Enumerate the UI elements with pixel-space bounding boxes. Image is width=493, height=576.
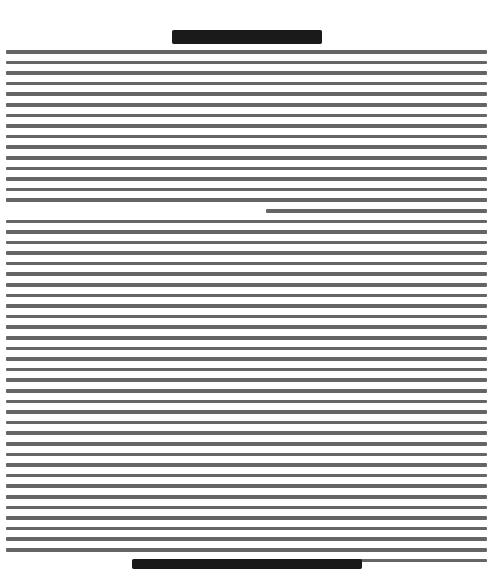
- text-line: [6, 389, 487, 393]
- signature-mark: [132, 559, 362, 569]
- text-line: [6, 272, 487, 276]
- text-line: [6, 431, 487, 435]
- notice-body: [6, 50, 487, 562]
- text-line: [266, 209, 487, 213]
- text-line: [6, 495, 487, 499]
- text-line: [6, 198, 487, 202]
- text-line: [6, 304, 487, 308]
- text-line: [6, 82, 487, 86]
- text-line: [6, 336, 487, 340]
- text-line: [6, 92, 487, 96]
- text-line: [6, 103, 487, 107]
- notice-title-mark: [172, 30, 322, 44]
- text-line: [6, 315, 487, 319]
- notice-title: [6, 4, 487, 26]
- text-line: [6, 61, 487, 65]
- text-line: [6, 251, 487, 255]
- text-line: [6, 463, 487, 467]
- text-line: [6, 527, 487, 531]
- text-line: [6, 400, 487, 404]
- text-line: [6, 177, 487, 181]
- text-line: [6, 262, 487, 266]
- text-line: [6, 474, 487, 478]
- text-line: [6, 230, 487, 234]
- text-line: [6, 188, 487, 192]
- text-line: [6, 357, 487, 361]
- text-line: [6, 537, 487, 541]
- text-line: [6, 368, 487, 372]
- text-line: [6, 114, 487, 118]
- text-line: [6, 325, 487, 329]
- text-line: [6, 145, 487, 149]
- text-line: [6, 347, 487, 351]
- text-line: [6, 410, 487, 414]
- text-line: [6, 506, 487, 510]
- text-line: [6, 378, 487, 382]
- text-line: [6, 442, 487, 446]
- text-line: [6, 167, 487, 171]
- text-line: [6, 548, 487, 552]
- text-line: [6, 421, 487, 425]
- text-line: [6, 71, 487, 75]
- text-line: [6, 135, 487, 139]
- text-line: [6, 50, 487, 54]
- text-line: [6, 453, 487, 457]
- text-line: [6, 516, 487, 520]
- text-line: [6, 156, 487, 160]
- text-line: [6, 484, 487, 488]
- text-line: [6, 294, 487, 298]
- text-line: [6, 220, 487, 224]
- text-line: [6, 241, 487, 245]
- text-line: [6, 124, 487, 128]
- text-line: [6, 283, 487, 287]
